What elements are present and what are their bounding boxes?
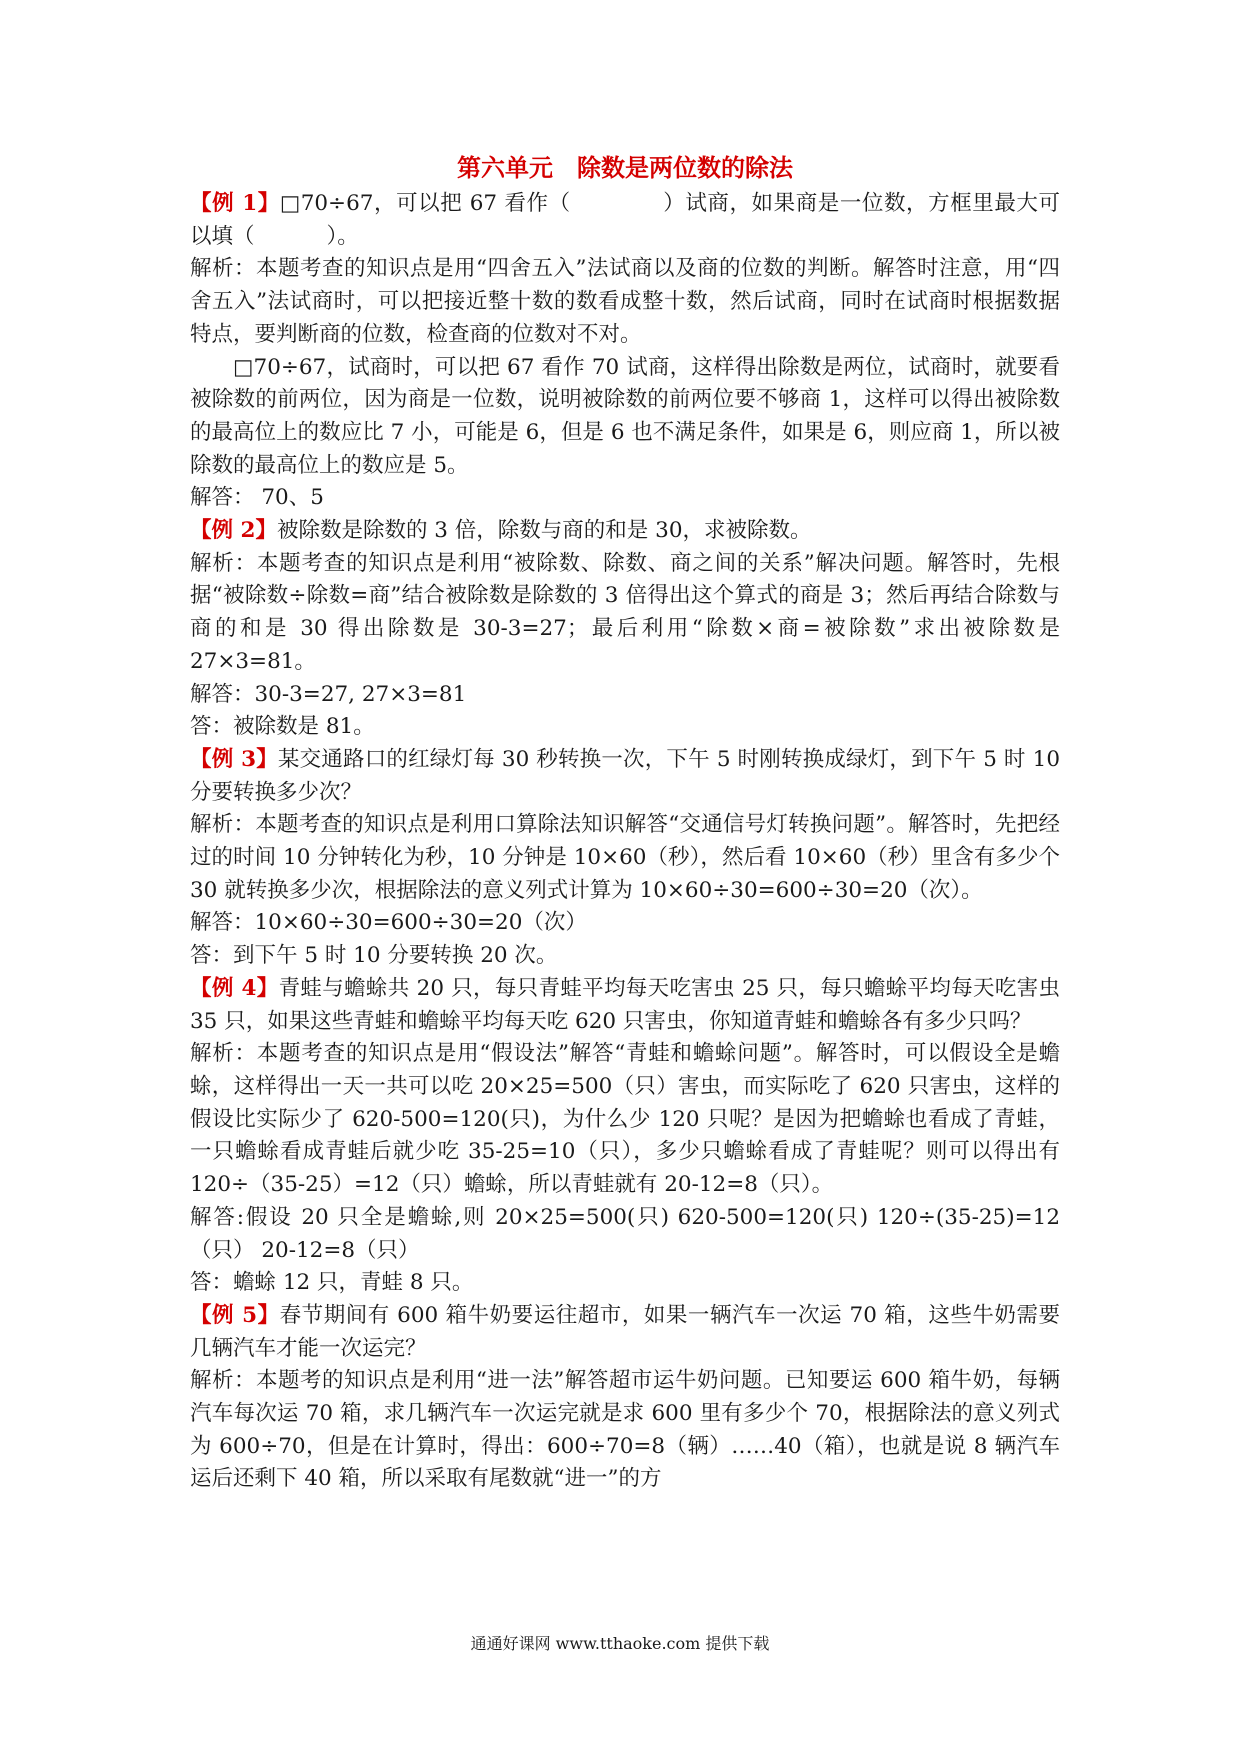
example-5-analysis: 解析：本题考的知识点是利用“进一法”解答超市运牛奶问题。已知要运 600 箱牛奶，每辆汽车每次运 70 箱，求几辆汽车一次运完就是求 600 里有多少个 70，根据除法的意义列式为 600÷70，但是在计算时，得出：600÷70=8（辆）……40（箱），也就是说 8 辆汽车运后还剩下 40 箱，所以采取有尾数就“进一”的方: [190, 1368, 1060, 1492]
example-4-answer: 答：蟾蜍 12 只，青蛙 8 只。: [190, 1270, 474, 1296]
example-1-label: 【例 1】: [190, 191, 280, 216]
example-2-question: 【例 2】被除数是除数的 3 倍，除数与商的和是 30，求被除数。: [190, 518, 812, 544]
example-1-analysis-detail: □70÷67，试商时，可以把 67 看作 70 试商，这样得出除数是两位，试商时，就要看被除数的前两位，因为商是一位数，说明被除数的前两位要不够商 1，这样可以得出被除数的最高位上的数应比 7 小，可能是 6，但是 6 也不满足条件，如果是 6，则应商 1，所以被除数的最高位上的数应是 5。: [190, 354, 1060, 478]
example-3-solution: 解答：10×60÷30=600÷30=20（次）: [190, 910, 587, 936]
example-3-answer: 答：到下午 5 时 10 分要转换 20 次。: [190, 943, 558, 969]
page-footer: 通通好课网 www.tthaoke.com 提供下载: [470, 1634, 770, 1653]
example-2-label: 【例 2】: [190, 518, 277, 544]
example-3-label: 【例 3】: [190, 746, 278, 772]
example-2-solution: 解答：30-3=27, 27×3=81: [190, 681, 467, 707]
example-2-analysis: 解析：本题考查的知识点是利用“被除数、除数、商之间的关系”解决问题。解答时，先根据“被除数÷除数=商”结合被除数是除数的 3 倍得出这个算式的商是 3；然后再结合除数与商的和是 30 得出除数是 30-3=27；最后利用“除数×商=被除数”求出被除数是 27×3=81。: [190, 550, 1060, 674]
example-1-solution: 解答： 70、5: [190, 485, 324, 511]
example-3-analysis: 解析：本题考查的知识点是利用口算除法知识解答“交通信号灯转换问题”。解答时，先把经过的时间 10 分钟转化为秒，10 分钟是 10×60（秒），然后看 10×60（秒）里含有多少个 30 就转换多少次，根据除法的意义列式计算为 10×60÷30=600÷30=20（次）。: [190, 812, 1060, 903]
example-5-label: 【例 5】: [190, 1302, 280, 1328]
example-3-question: 【例 3】某交通路口的红绿灯每 30 秒转换一次，下午 5 时刚转换成绿灯，到下午 5 时 10 分要转换多少次？: [190, 746, 1060, 805]
document-page: [190, 148, 1060, 1496]
example-5-question: 【例 5】春节期间有 600 箱牛奶要运往超市，如果一辆汽车一次运 70 箱，这些牛奶需要几辆汽车才能一次运完？: [190, 1302, 1060, 1361]
example-2-answer: 答：被除数是 81。: [190, 714, 375, 740]
example-1-analysis: 解析：本题考查的知识点是用“四舍五入”法试商以及商的位数的判断。解答时注意，用“四舍五入”法试商时，可以把接近整十数的数看成整十数，然后试商，同时在试商时根据数据特点，要判断商的位数，检查商的位数对不对。: [190, 256, 1060, 347]
example-1-question: 【例 1】□70÷67，可以把 67 看作（ ）试商，如果商是一位数，方框里最大可以填（ ）。: [190, 191, 1060, 249]
title-topic: 除数是两位数的除法: [577, 153, 793, 182]
example-4-label: 【例 4】: [190, 975, 279, 1001]
page-title: [190, 148, 1060, 188]
title-unit: 第六单元: [457, 153, 553, 182]
example-4-solution: 解答:假设 20 只全是蟾蜍,则 20×25=500(只) 620-500=120(只) 120÷(35-25)=12（只） 20-12=8（只）: [190, 1204, 1060, 1263]
example-4-analysis: 解析：本题考查的知识点是用“假设法”解答“青蛙和蟾蜍问题”。解答时，可以假设全是蟾蜍，这样得出一天一共可以吃 20×25=500（只）害虫，而实际吃了 620 只害虫，这样的假设比实际少了 620-500=120(只)，为什么少 120 只呢？是因为把蟾蜍也看成了青蛙，一只蟾蜍看成青蛙后就少吃 35-25=10（只），多少只蟾蜍看成了青蛙呢？则可以得出有 120÷（35-25）=12（只）蟾蜍，所以青蛙就有 20-12=8（只）。: [190, 1041, 1060, 1198]
example-4-question: 【例 4】青蛙与蟾蜍共 20 只，每只青蛙平均每天吃害虫 25 只，每只蟾蜍平均每天吃害虫 35 只，如果这些青蛙和蟾蜍平均每天吃 620 只害虫，你知道青蛙和蟾蜍各有多少只吗？: [190, 975, 1060, 1034]
